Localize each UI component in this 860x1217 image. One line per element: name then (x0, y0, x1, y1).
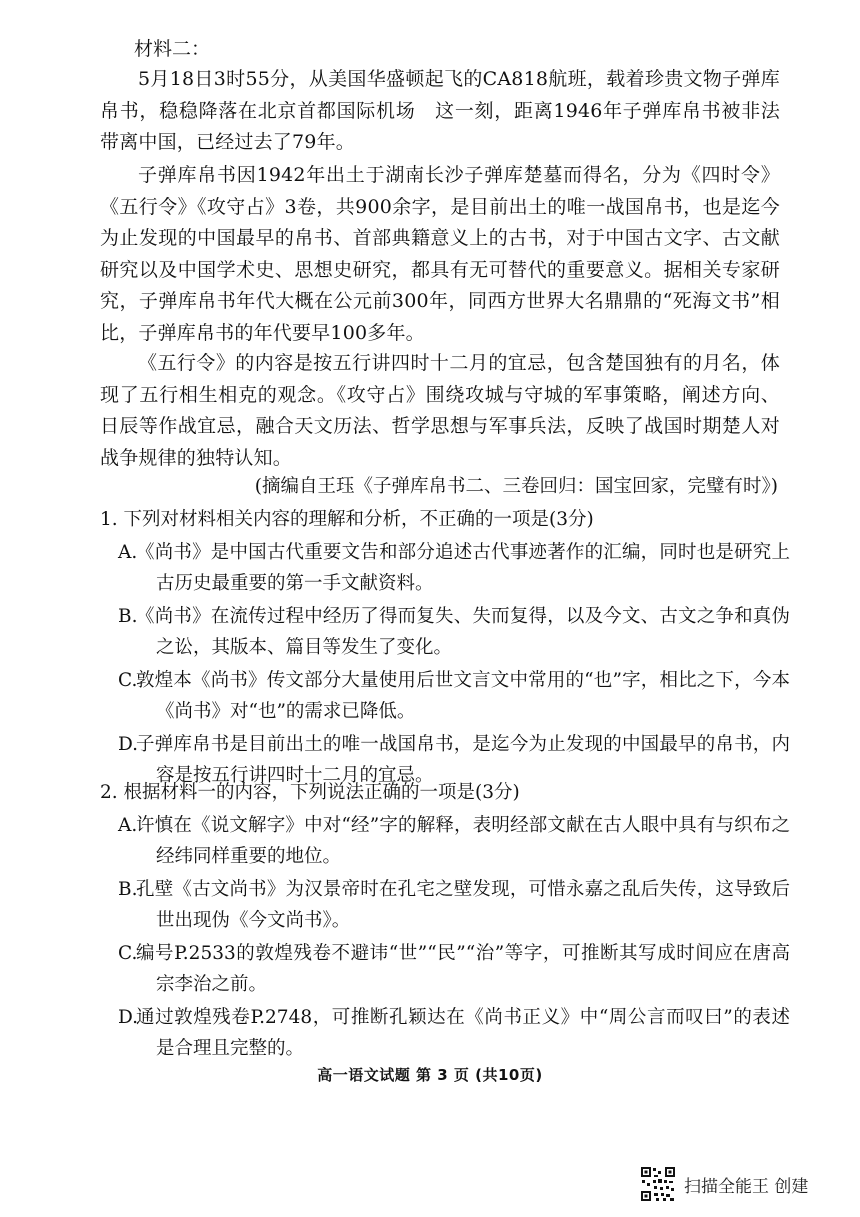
qr-code-icon (640, 1166, 676, 1202)
option-text: 《尚书》在流传过程中经历了得而复失、失而复得，以及今文、古文之争和真伪之讼，其版本、篇目等发生了变化。 (136, 606, 790, 658)
option-text: 许慎在《说文解字》中对“经”字的解释，表明经部文献在古人眼中具有与织布之经纬同样重要的地位。 (136, 815, 790, 867)
watermark-text: 扫描全能王 创建 (684, 1176, 809, 1197)
option-a[interactable] (100, 538, 790, 599)
question-stem: 1. 下列对材料相关内容的理解和分析，不正确的一项是(3分) (100, 509, 594, 530)
option-d[interactable] (100, 1003, 790, 1064)
option-text: 子弹库帛书是目前出土的唯一战国帛书，是迄今为止发现的中国最早的帛书，内容是按五行讲四时十二月的宜忌。 (136, 734, 790, 786)
material-title: 材料二： (134, 38, 211, 60)
option-text: 编号P.2533的敦煌残卷不避讳“世”“民”“治”等字，可推断其写成时间应在唐高宗李治之前。 (136, 943, 790, 995)
option-text: 敦煌本《尚书》传文部分大量使用后世文言文中常用的“也”字，相比之下，今本《尚书》对“也”的需求已降低。 (136, 670, 790, 722)
material-paragraph-2: 子弹库帛书因1942年出土于湖南长沙子弹库楚墓而得名，分为《四时令》《五行令》《攻守占》3卷，共900余字，是目前出土的唯一战国帛书，也是迄今为止发现的中国最早的帛书、首部典籍意义上的古书，对于中国古文字、古文献研究以及中国学术史、思想史研究，都具有无可替代的重要意义。据相关专家研究，子弹库帛书年代大概在公元前300年，同西方世界大名鼎鼎的“死海文书”相比，子弹库帛书的年代要早100多年。 (100, 164, 781, 344)
material-paragraph-1: 5月18日3时55分，从美国华盛顿起飞的CA818航班，载着珍贵文物子弹库帛书，稳稳降落在北京首都国际机场 这一刻，距离1946年子弹库帛书被非法带离中国，已经过去了79年。 (100, 68, 780, 153)
option-text: 孔壁《古文尚书》为汉景帝时在孔宅之壁发现，可惜永嘉之乱后失传，这导致后世出现伪《今文尚书》。 (136, 879, 790, 931)
option-letter: B. (118, 606, 138, 627)
option-letter: C. (118, 943, 138, 964)
question-1 (100, 505, 790, 794)
scanner-watermark (640, 1166, 808, 1202)
option-b[interactable] (100, 875, 790, 936)
option-b[interactable] (100, 602, 790, 663)
question-2 (100, 778, 790, 1067)
option-letter: A. (118, 542, 138, 563)
question-stem: 2. 根据材料一的内容，下列说法正确的一项是(3分) (100, 782, 520, 803)
material-paragraph-3: 《五行令》的内容是按五行讲四时十二月的宜忌，包含楚国独有的月名，体现了五行相生相克的观念。《攻守占》围绕攻城与守城的军事策略，阐述方向、日辰等作战宜忌，融合天文历法、哲学思想与军事兵法，反映了战国时期楚人对战争规律的独特认知。 (100, 352, 780, 469)
option-letter: D. (118, 734, 139, 755)
option-text: 《尚书》是中国古代重要文告和部分追述古代事迹著作的汇编，同时也是研究上古历史最重要的第一手文献资料。 (136, 542, 790, 594)
option-letter: A. (118, 815, 138, 836)
option-a[interactable] (100, 811, 790, 872)
option-letter: C. (118, 670, 138, 691)
option-letter: D. (118, 1007, 139, 1028)
option-c[interactable] (100, 666, 790, 727)
option-text: 通过敦煌残卷P.2748，可推断孔颖达在《尚书正义》中“周公言而叹曰”的表述是合理且完整的。 (136, 1007, 790, 1059)
page-footer: 高一语文试题 第 3 页 (共10页) (317, 1066, 543, 1084)
material-source: (摘编自王珏《子弹库帛书二、三卷回归：国宝回家，完璧有时》) (254, 476, 778, 497)
option-letter: B. (118, 879, 138, 900)
option-c[interactable] (100, 939, 790, 1000)
